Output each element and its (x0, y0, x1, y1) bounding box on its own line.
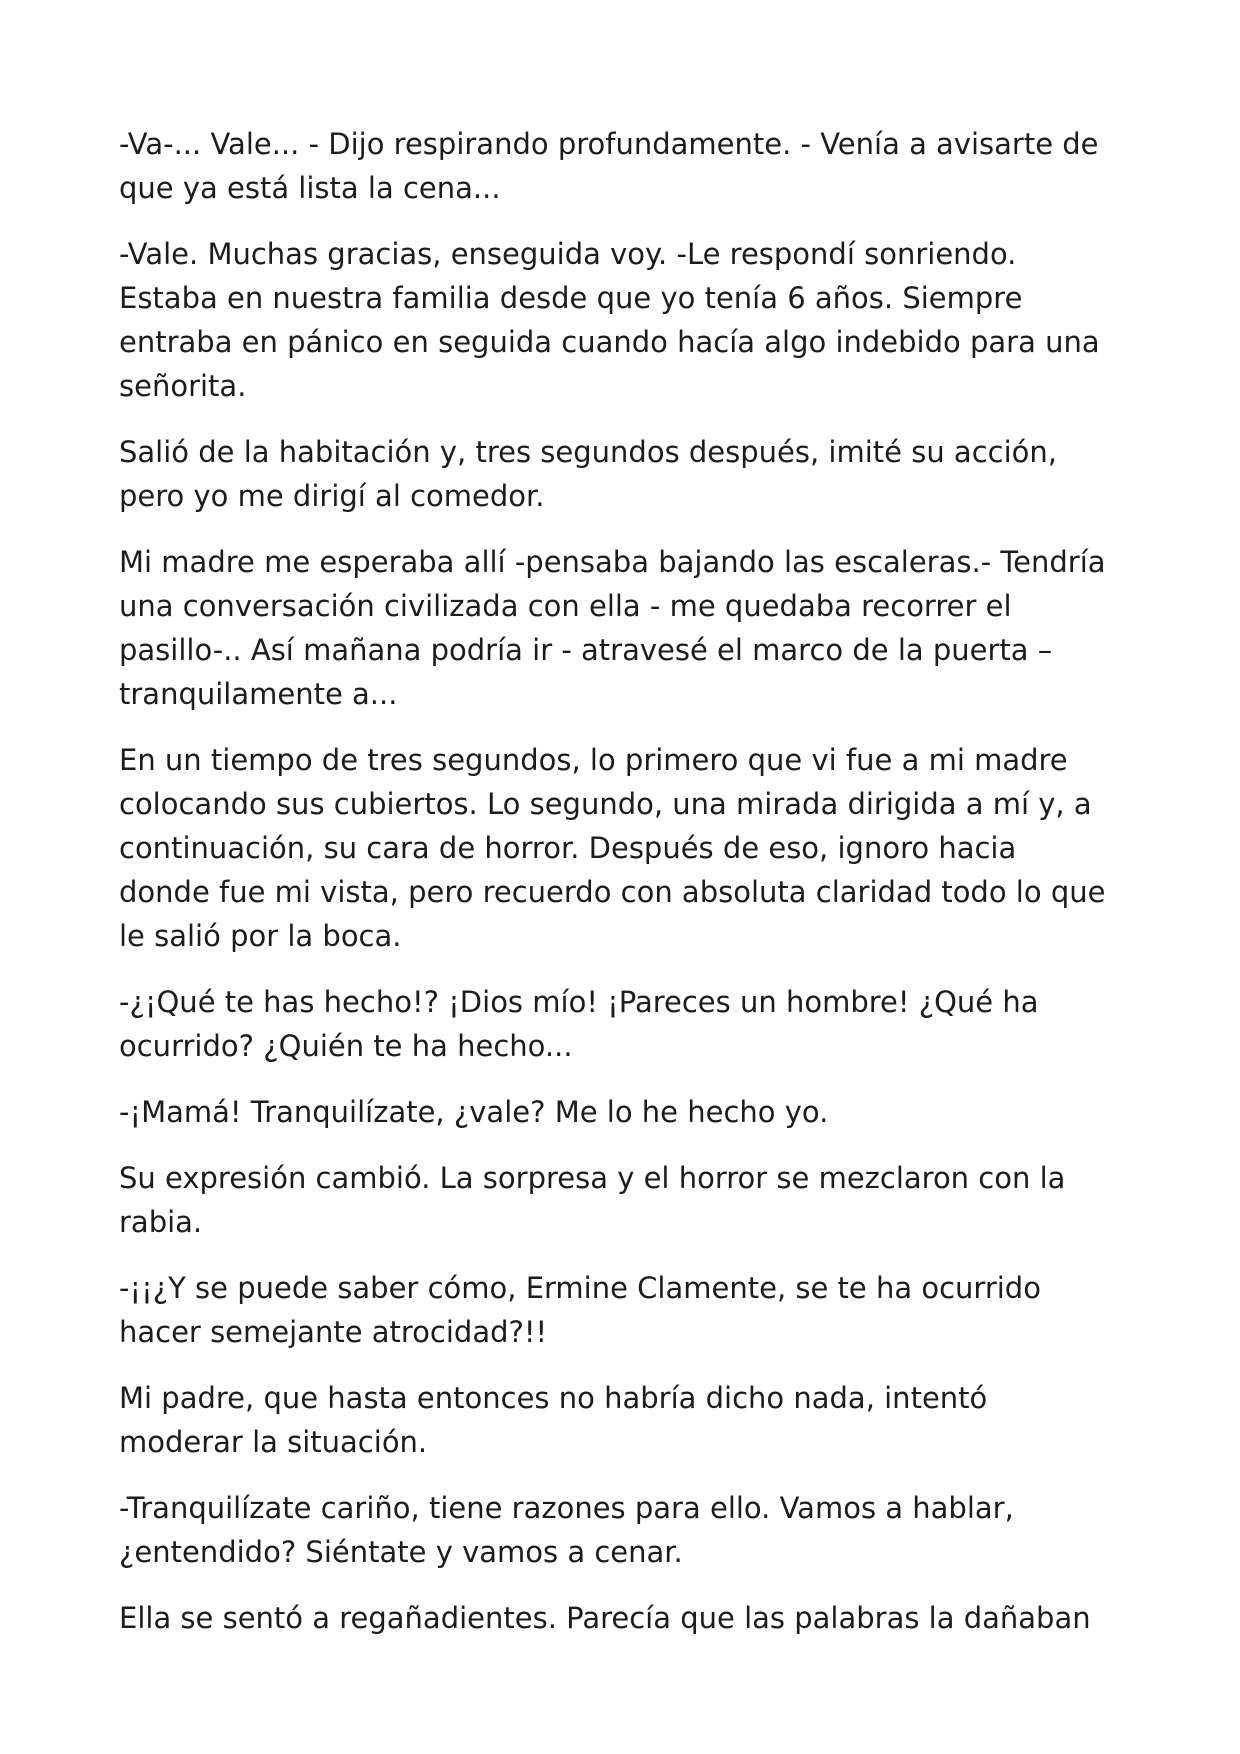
text-line: Ella se sentó a regañadientes. Parecía que las palabras la dañaban (119, 1601, 1091, 1635)
text-line: moderar la situación. (119, 1425, 428, 1459)
paragraph-9 (119, 1266, 1120, 1354)
paragraph-8 (119, 1156, 1120, 1244)
text-line: que ya está lista la cena... (119, 171, 501, 205)
paragraph-2 (119, 232, 1120, 408)
text-line: Salió de la habitación y, tres segundos después, imité su acción, (119, 435, 1057, 469)
text-line: pasillo-.. Así mañana podría ir - atravesé el marco de la puerta – (119, 633, 1053, 667)
text-line: ¿entendido? Siéntate y vamos a cenar. (119, 1535, 683, 1569)
text-line: colocando sus cubiertos. Lo segundo, una mirada dirigida a mí y, a (119, 787, 1092, 821)
text-line: tranquilamente a... (119, 677, 398, 711)
text-line: -¡¡¿Y se puede saber cómo, Ermine Clamente, se te ha ocurrido (119, 1271, 1041, 1305)
paragraph-12 (119, 1596, 1120, 1640)
text-line: continuación, su cara de horror. Después de eso, ignoro hacia (119, 831, 1017, 865)
paragraph-1 (119, 122, 1120, 210)
text-line: -¡Mamá! Tranquilízate, ¿vale? Me lo he hecho yo. (119, 1095, 829, 1129)
paragraph-11 (119, 1486, 1120, 1574)
paragraph-4 (119, 540, 1120, 716)
paragraph-6 (119, 980, 1120, 1068)
text-line: hacer semejante atrocidad?!! (119, 1315, 548, 1349)
text-line: ocurrido? ¿Quién te ha hecho... (119, 1029, 573, 1063)
paragraph-10 (119, 1376, 1120, 1464)
paragraph-3 (119, 430, 1120, 518)
text-line: Su expresión cambió. La sorpresa y el horror se mezclaron con la (119, 1161, 1066, 1195)
text-line: señorita. (119, 369, 247, 403)
text-line: Mi padre, que hasta entonces no habría dicho nada, intentó (119, 1381, 988, 1415)
text-line: -Va-... Vale... - Dijo respirando profundamente. - Venía a avisarte de (119, 127, 1099, 161)
text-line: -Tranquilízate cariño, tiene razones para ello. Vamos a hablar, (119, 1491, 1014, 1525)
text-line: Estaba en nuestra familia desde que yo tenía 6 años. Siempre (119, 281, 1023, 315)
text-line: -¿¡Qué te has hecho!? ¡Dios mío! ¡Pareces un hombre! ¿Qué ha (119, 985, 1039, 1019)
text-line: rabia. (119, 1205, 203, 1239)
text-line: pero yo me dirigí al comedor. (119, 479, 545, 513)
paragraph-5 (119, 738, 1120, 958)
text-line: -Vale. Muchas gracias, enseguida voy. -Le respondí sonriendo. (119, 237, 1017, 271)
text-line: entraba en pánico en seguida cuando hacía algo indebido para una (119, 325, 1100, 359)
paragraph-7 (119, 1090, 1120, 1134)
text-line: una conversación civilizada con ella - me quedaba recorrer el (119, 589, 1012, 623)
text-line: En un tiempo de tres segundos, lo primero que vi fue a mi madre (119, 743, 1068, 777)
text-line: donde fue mi vista, pero recuerdo con absoluta claridad todo lo que (119, 875, 1106, 909)
text-line: Mi madre me esperaba allí -pensaba bajando las escaleras.- Tendría (119, 545, 1106, 579)
text-line: le salió por la boca. (119, 919, 402, 953)
